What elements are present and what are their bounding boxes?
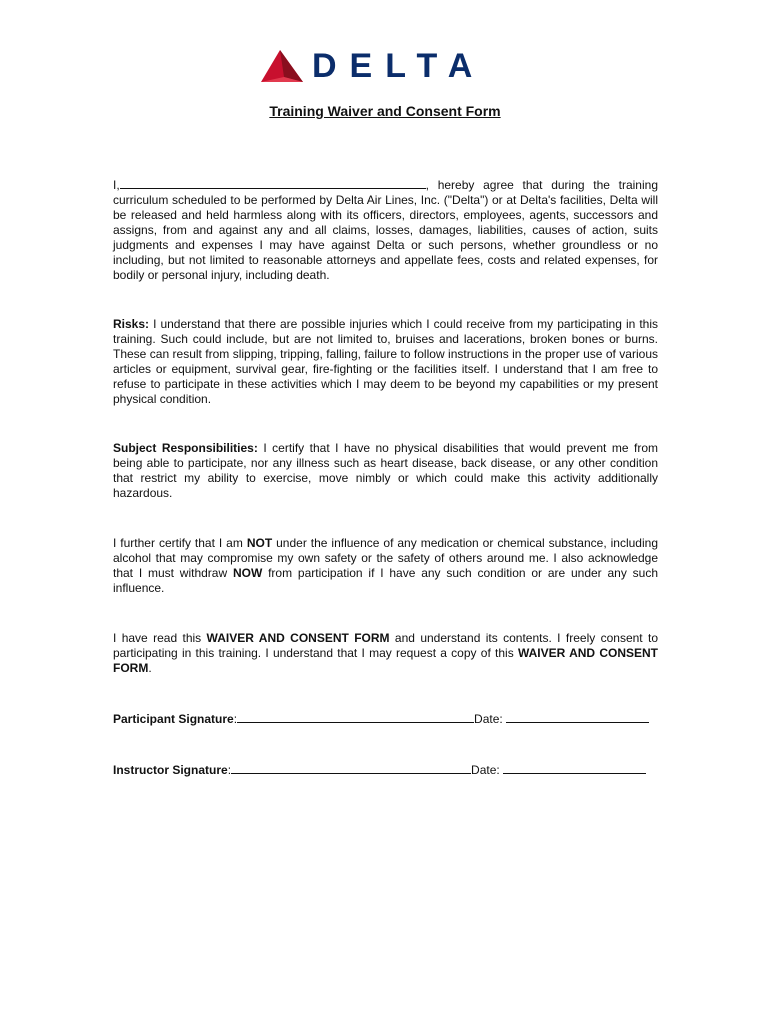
delta-wordmark: DELTA bbox=[312, 47, 486, 85]
intro-text: , hereby agree that during the training curriculum scheduled to be performed by Delta Air Lines, Inc. ("Delta") or at Delta's facilities, Delta will be released and held harmless along with its officers, directors, employees, agents, successors and assigns, from and against any and all claims, losses, damages, liabilities, causes of action, suits judgments and expenses I may have against Delta or such persons, whether groundless or no including, but not limited to reasonable attorneys and appellate fees, costs and related expenses, for bodily or personal injury, including death. bbox=[113, 178, 658, 282]
instructor-date-field[interactable] bbox=[503, 762, 646, 774]
intro-prefix: I, bbox=[113, 178, 120, 192]
participant-signature-field[interactable] bbox=[237, 711, 474, 723]
risks-text: I understand that there are possible injuries which I could receive from my participating in this training. Such could include, but are not limited to, bruises and lacerations, broken bones or burns. These can result from slipping, tripping, falling, failure to follow instructions in the proper use of various articles or equipment, survival gear, fire-fighting or the facilities itself. I understand that I am free to refuse to participate in these activities which I may deem to be beyond my capabilities or my present physical condition. bbox=[113, 317, 658, 406]
consent-text-2: and understand its contents. I freely consent to participating in this training. I understand that I may request a copy of this bbox=[113, 631, 659, 660]
participant-date-field[interactable] bbox=[506, 711, 649, 723]
risks-heading: Risks: bbox=[113, 317, 150, 331]
delta-logo bbox=[260, 47, 486, 87]
participant-date-label: Date: bbox=[474, 712, 503, 726]
consent-text-3: . bbox=[148, 661, 152, 675]
responsibilities-heading: Subject Responsibilities: bbox=[113, 441, 258, 455]
risks-paragraph bbox=[113, 317, 658, 407]
certify-paragraph bbox=[113, 536, 658, 596]
certify-now: NOW bbox=[232, 566, 263, 580]
instructor-signature-row bbox=[113, 762, 658, 778]
responsibilities-text: I certify that I have no physical disabilities that would prevent me from being able to participate, nor any illness such as heart disease, back disease, or any other condition that restrict my ability to exercise, move nimbly or which could make this activity additionally hazardous. bbox=[113, 441, 658, 500]
delta-widget-icon bbox=[260, 47, 308, 87]
name-field[interactable] bbox=[120, 177, 426, 189]
certify-text-3: from participation if I have any such condition or are under any such influence. bbox=[113, 566, 658, 595]
consent-form-name-1: WAIVER AND CONSENT FORM bbox=[206, 631, 390, 645]
certify-text-1: I further certify that I am bbox=[113, 536, 247, 550]
consent-text-1: I have read this bbox=[113, 631, 207, 645]
certify-not: NOT bbox=[246, 536, 273, 550]
consent-paragraph bbox=[113, 631, 658, 676]
participant-colon: : bbox=[233, 712, 238, 726]
certify-text-2: under the influence of any medication or chemical substance, including alcohol that may compromise my own safety or the safety of others around me. I also acknowledge that I must withdraw bbox=[113, 536, 658, 580]
instructor-signature-field[interactable] bbox=[231, 762, 471, 774]
instructor-date-label: Date: bbox=[471, 763, 500, 777]
consent-form-name-2: WAIVER AND CONSENT FORM bbox=[113, 646, 658, 675]
responsibilities-paragraph bbox=[113, 441, 658, 501]
participant-signature-row bbox=[113, 711, 658, 727]
page-title: Training Waiver and Consent Form bbox=[269, 103, 501, 119]
instructor-signature-label: Instructor Signature bbox=[113, 763, 228, 777]
instructor-colon: : bbox=[227, 763, 232, 777]
intro-paragraph bbox=[113, 177, 658, 283]
participant-signature-label: Participant Signature bbox=[113, 712, 234, 726]
